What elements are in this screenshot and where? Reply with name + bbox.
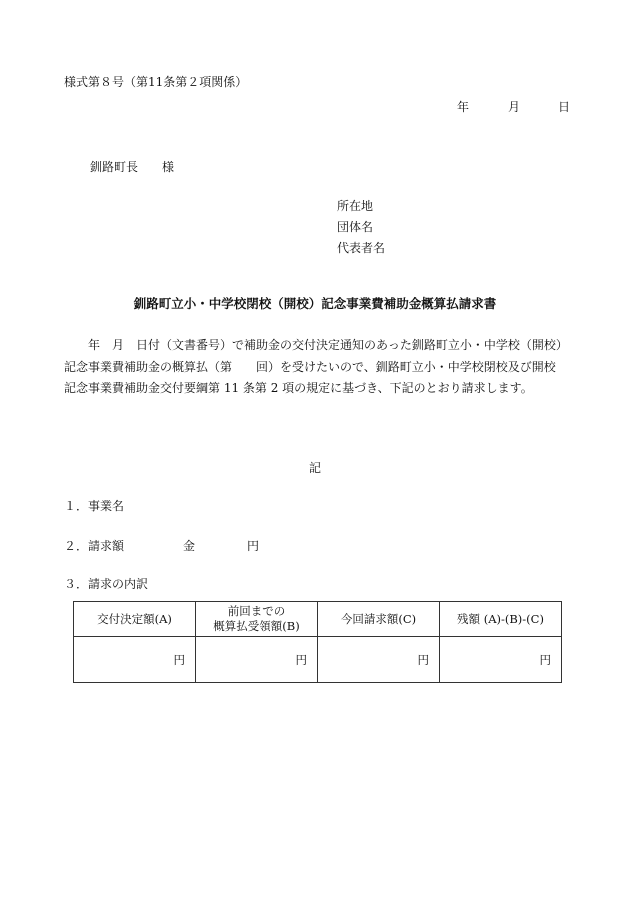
date-year-label: 年 (457, 100, 470, 114)
col-current-request-amount: 今回請求額(C) (318, 602, 440, 637)
date-month-label: 月 (508, 100, 521, 114)
addressee: 釧路町長 様 (90, 160, 175, 174)
date-day-label: 日 (558, 100, 571, 114)
amount-yen-label: 円 (247, 539, 260, 553)
item-request-amount: ２．請求額 (64, 539, 125, 553)
col-remaining-amount: 残額 (A)-(B)-(C) (440, 602, 562, 637)
cell-grant-decision-yen: 円 (74, 637, 196, 683)
applicant-org-label: 団体名 (337, 220, 374, 234)
col-grant-decision-amount: 交付決定額(A) (74, 602, 196, 637)
cell-remaining-yen: 円 (440, 637, 562, 683)
amount-kin-label: 金 (183, 539, 196, 553)
table-row (74, 637, 562, 683)
applicant-address-label: 所在地 (337, 199, 374, 213)
table-header-row (74, 602, 562, 637)
item-breakdown: ３．請求の内訳 (64, 577, 149, 591)
breakdown-table (73, 601, 562, 683)
document-title: 釧路町立小・中学校閉校（開校）記念事業費補助金概算払請求書 (133, 296, 497, 311)
col-previous-line1: 前回までの (227, 604, 286, 618)
cell-current-request-yen: 円 (318, 637, 440, 683)
col-previous-received-amount (196, 602, 318, 637)
form-number-label: 様式第８号（第11条第２項関係） (64, 75, 248, 89)
cell-previous-received-yen: 円 (196, 637, 318, 683)
request-body-text: 年 月 日付（文書番号）で補助金の交付決定通知のあった釧路町立小・中学校（開校）記念事業費補助金の概算払（第 回）を受けたいので、釧路町立小・中学校閉校及び開校記念事業費補助金交付要綱第 11 条第 2 項の規定に基づき、下記のとおり請求します。 (64, 338, 562, 395)
col-previous-line2: 概算払受領額(B) (213, 619, 300, 633)
ki-heading: 記 (308, 461, 321, 475)
item-project-name: １．事業名 (64, 499, 125, 513)
applicant-rep-label: 代表者名 (337, 241, 386, 255)
